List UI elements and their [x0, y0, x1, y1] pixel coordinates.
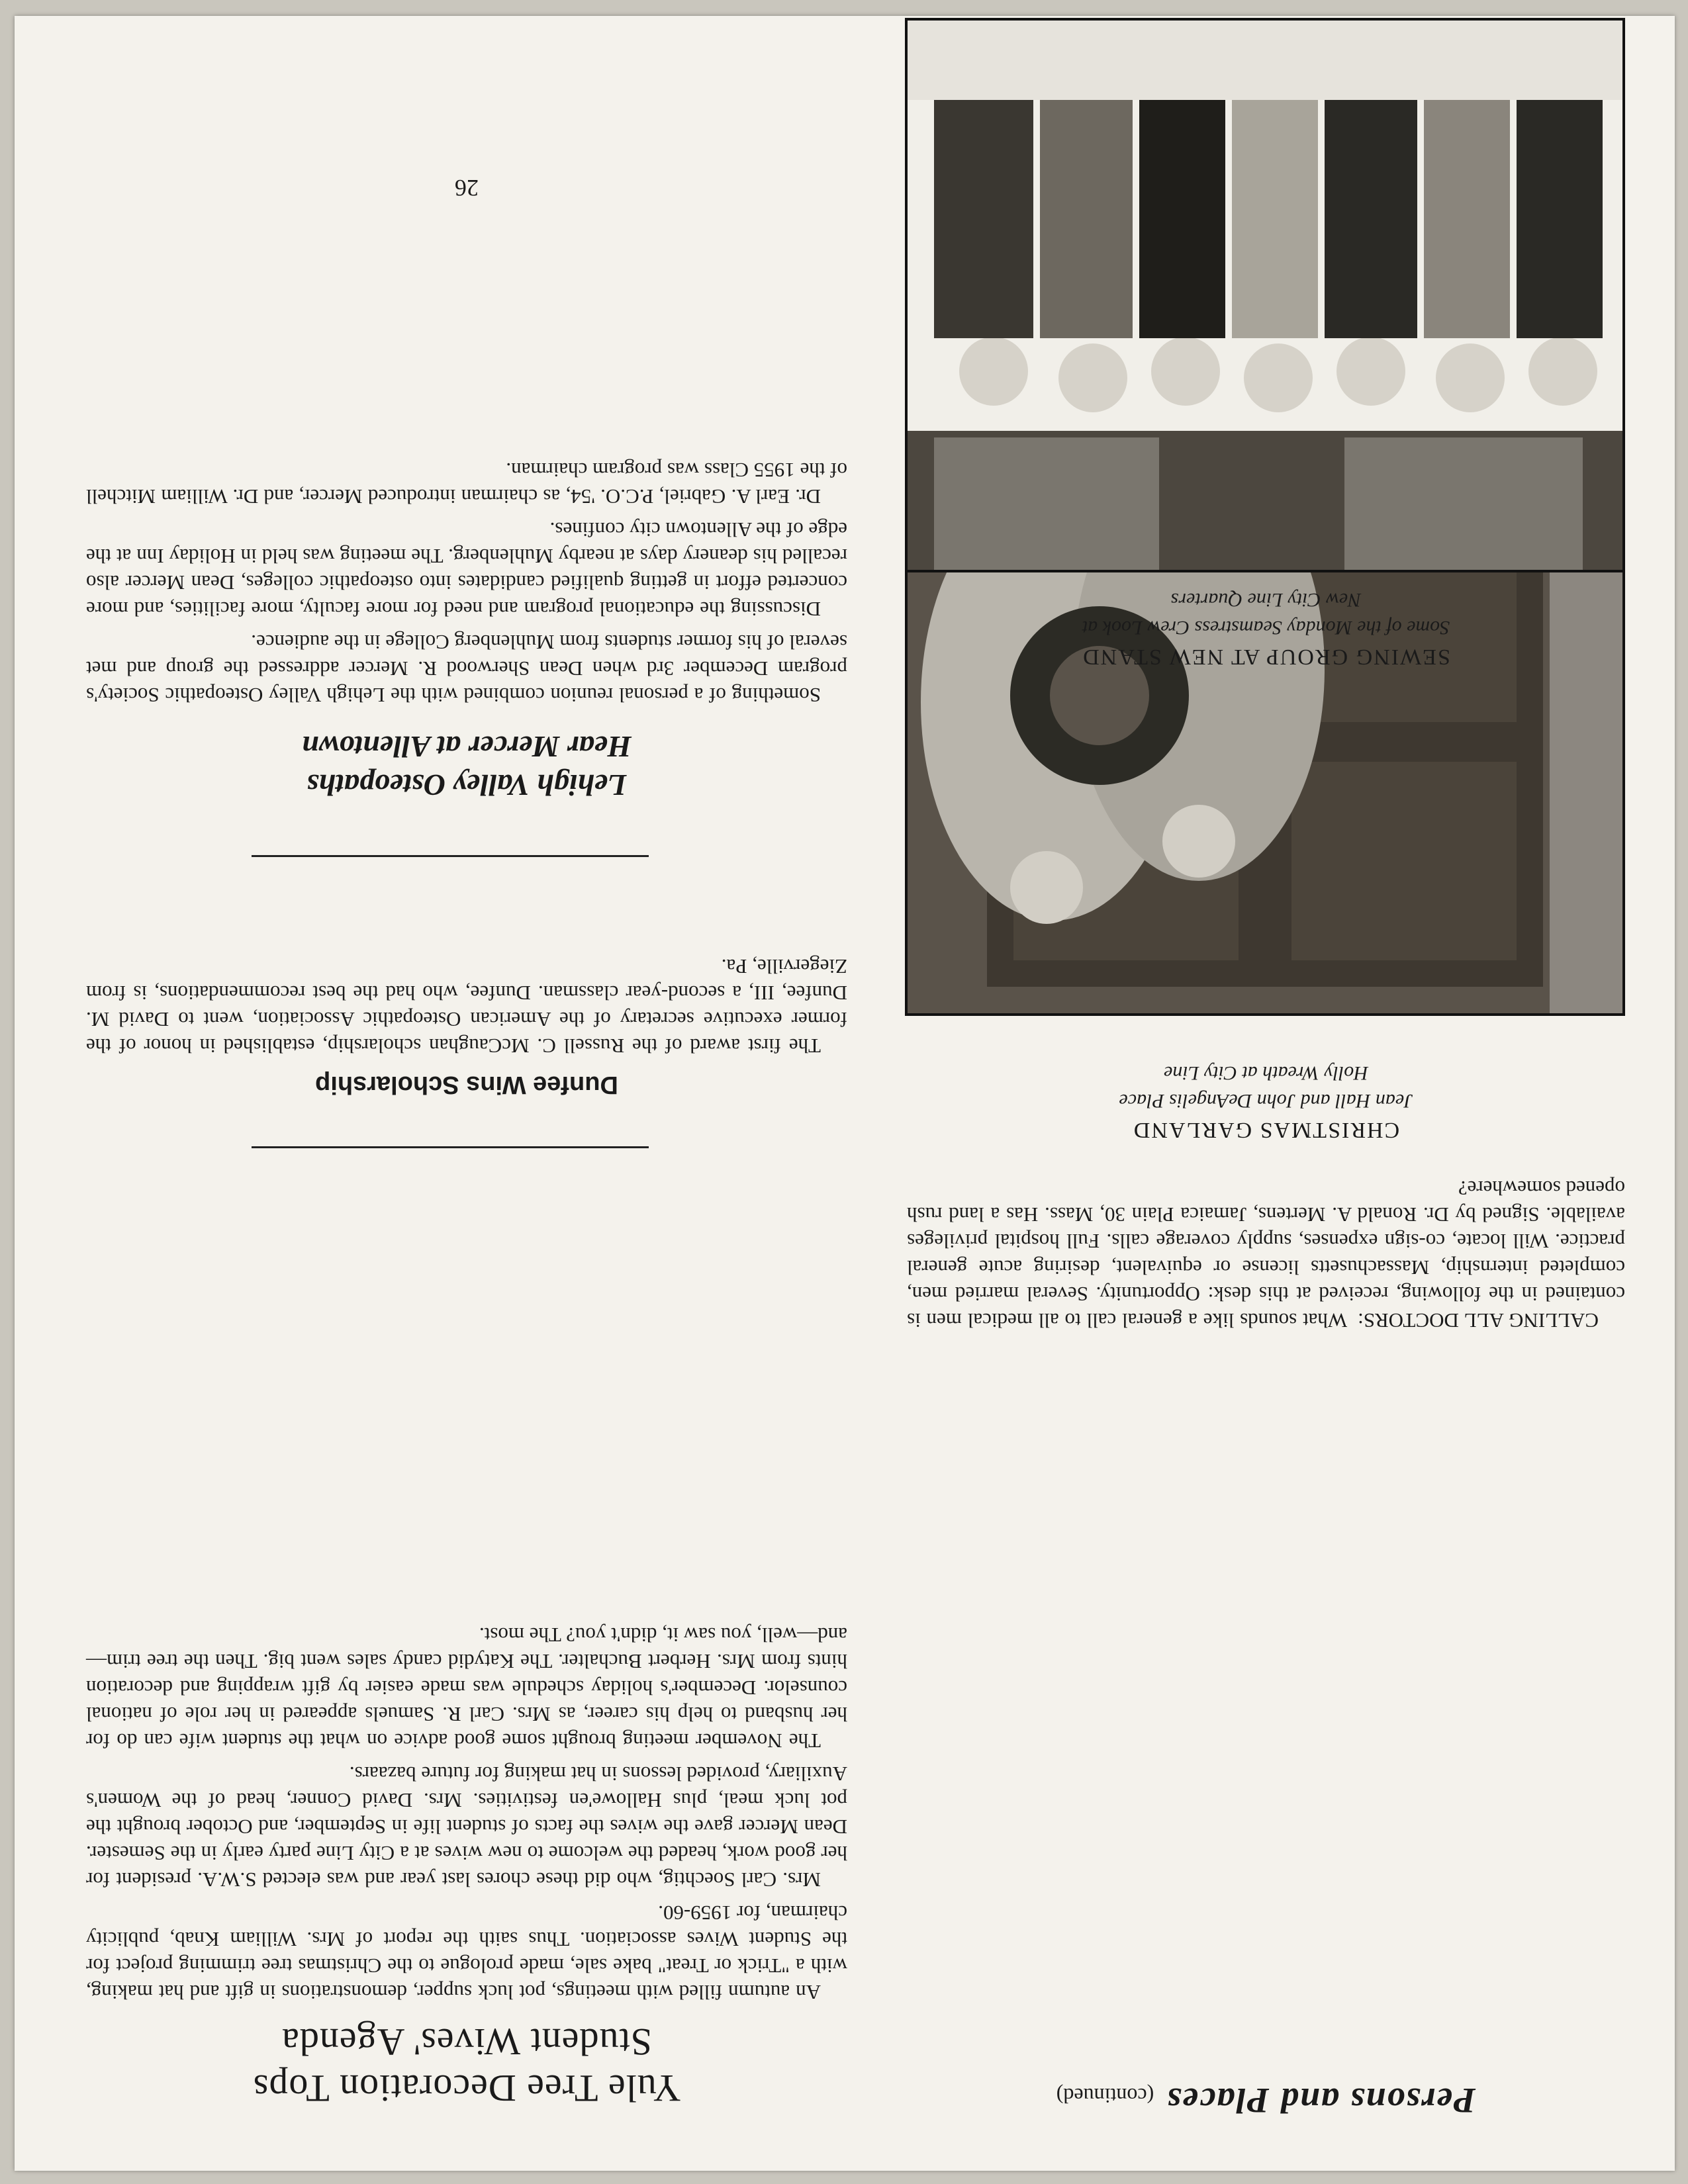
lehigh-paragraph: Dr. Earl A. Gabriel, P.C.O. '54, as chairman introduced Mercer, and Dr. William Mitchell of the 1955 Class was program chairman.: [86, 459, 847, 508]
sewing-group-photo: [905, 18, 1625, 572]
yule-headline-line: Yule Tree Decoration Tops: [252, 2067, 681, 2110]
lehigh-paragraph: Something of a personal reunion combined with the Lehigh Valley Osteopathic Society's program December 3rd when Dean Sherwood R. Mercer addressed the group and met several of his former students from Muhlenberg College in the audience.: [86, 631, 847, 707]
section-divider: [252, 855, 649, 857]
yule-paragraph: The November meeting brought some good advice on what the student wife can do for her husband to help his career, as Mrs. Carl R. Samuels appeared in her role of national counselor. December's holiday schedule was made easier by gift wrapping and decoration hints from Mrs. Herbert Buchalter. The Katydid candy sales went big. Then the tree trim—and—well, you saw it, didn't you? The most.: [86, 1623, 847, 1752]
section-header: [907, 2080, 1625, 2121]
lehigh-paragraph: Discussing the educational program and need for more faculty, more facilities, and more concerted effort in getting qualified candidates into osteopathic colleges, Dean Mercer also recalled his deanery days at nearby Muhlenberg. The meeting was held in Holiday Inn at the edge of the Allentown city confines.: [86, 518, 847, 621]
dunfee-headline-text: Dunfee Wins Scholarship: [315, 1071, 618, 1099]
sewing-caption: [907, 586, 1625, 672]
calling-text: What sounds like a general call to all medical men is contained in the following, received at this desk: Opportunity. Several married men, completed internship, Massachusetts license or equivalent, desiring acute general practice. Will locate, co-sign expenses, supply coverage calls. Full hospital privileges available. Signed by Dr. Ronald A. Mertens, Jamaica Plain 30, Mass. Has a land rush opened somewhere?: [907, 1177, 1625, 1332]
lehigh-headline: [86, 727, 847, 804]
garland-caption-line: Jean Hall and John DeAngelis Place: [1119, 1090, 1413, 1112]
section-title: Persons and Places: [1166, 2081, 1476, 2120]
sewing-caption-line: New City Line Quarters: [1170, 589, 1362, 611]
section-continued: (continued): [1056, 2084, 1154, 2108]
garland-caption-title: CHRISTMAS GARLAND: [1132, 1118, 1400, 1142]
sewing-photo-illustration: [908, 21, 1622, 570]
magazine-page: [15, 16, 1675, 2171]
yule-paragraph: Mrs. Carl Soechtig, who did these chores last year and was elected S.W.A. president for her good work, headed the welcome to new wives at a City Line party early in the Semester. Dean Mercer gave the wives the facts of student life in September, and October brought the pot luck meal, plus Hallowe'en festivities. Mrs. David Conner, head of the Women's Auxiliary, provided lessons in hat making for future bazaars.: [86, 1762, 847, 1891]
sewing-caption-line: Some of the Monday Seamstress Crew Look at: [1082, 617, 1450, 639]
lehigh-headline-line: Hear Mercer at Allentown: [302, 730, 632, 764]
yule-headline-line: Student Wives' Agenda: [281, 2021, 652, 2064]
yule-paragraph: An autumn filled with meetings, pot luck supper, demonstrations in gift and hat making, with a "Trick or Treat" bake sale, made prologue to the Christmas tree trimming project for the Student Wives association. Thus saith the report of Mrs. William Knab, publicity chairman, for 1959-60.: [86, 1901, 847, 2004]
page-number: 26: [455, 175, 479, 201]
yule-headline: [86, 2019, 847, 2111]
sewing-caption-title: SEWING GROUP AT NEW STAND: [1082, 645, 1450, 669]
dunfee-article-body: [86, 953, 847, 1059]
yule-article-body: [86, 1621, 847, 2005]
dunfee-paragraph: The first award of the Russell C. McCaughan scholarship, established in honor of the former executive secretary of the American Osteopathic Association, went to David M. Dunfee, III, a second-year classman. Dunfee, who had the best recommendations, is from Ziegerville, Pa.: [86, 955, 847, 1058]
lehigh-headline-line: Lehigh Valley Osteopaths: [306, 768, 627, 802]
section-divider: [252, 1146, 649, 1148]
dunfee-headline: [86, 1070, 847, 1099]
lehigh-article-body: [86, 457, 847, 708]
calling-lead: CALLING ALL DOCTORS:: [1358, 1309, 1599, 1332]
garland-caption-line: Holly Wreath at City Line: [1164, 1062, 1368, 1084]
garland-caption: [907, 1059, 1625, 1145]
